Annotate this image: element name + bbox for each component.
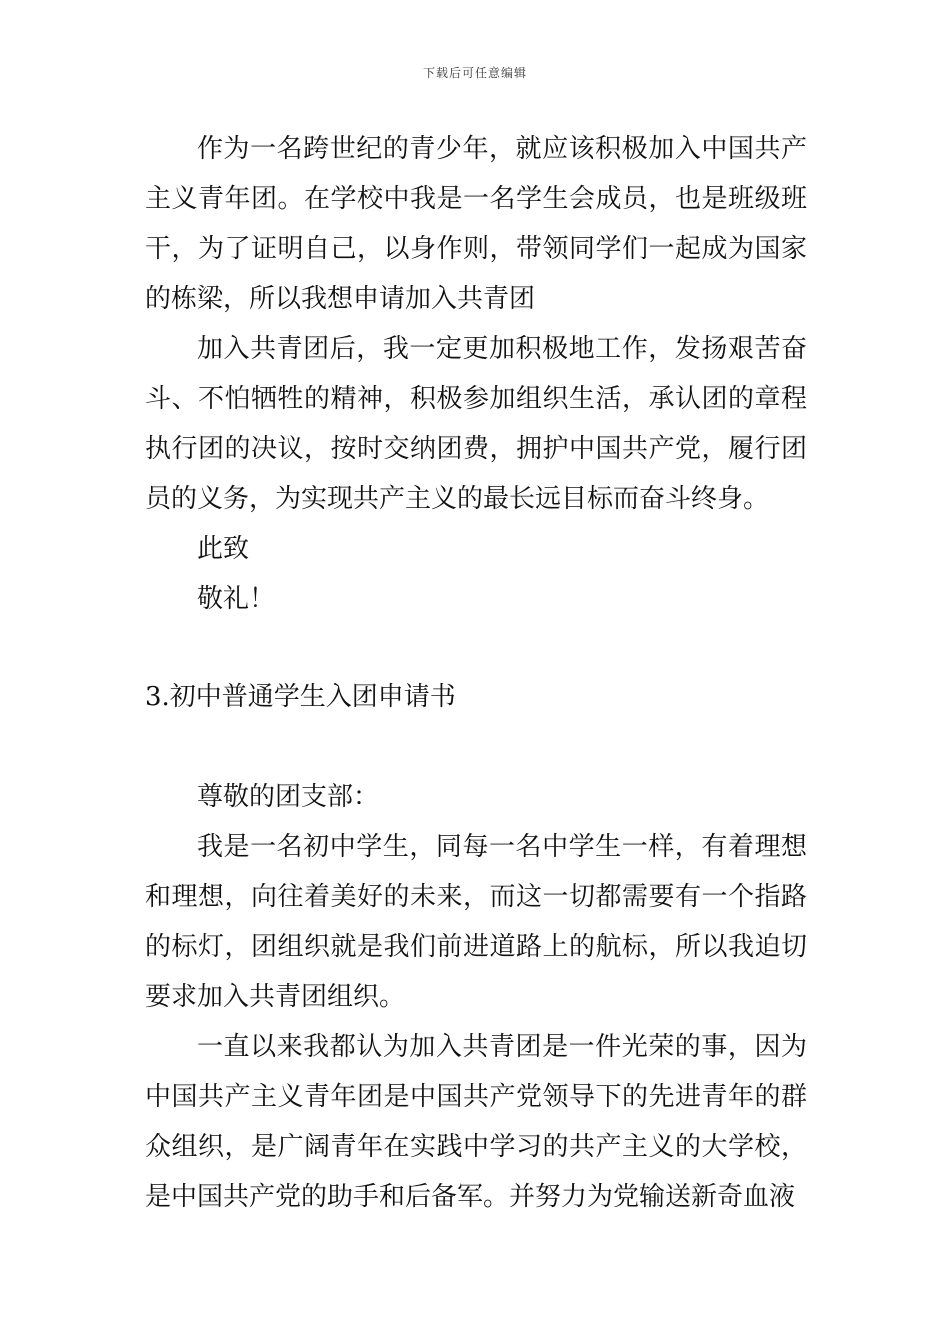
page-header-note: 下载后可任意编辑 [422, 66, 527, 80]
paragraph: 作为一名跨世纪的青少年，就应该积极加入中国共产主义青年团。在学校中我是一名学生会成员，也是班级班干，为了证明自己，以身作则，带领同学们一起成为国家的栋梁，所以我想申请加入共青团 [145, 134, 807, 314]
document-body [145, 124, 807, 1222]
salutation: 尊敬的团支部： [197, 782, 380, 812]
paragraph: 一直以来我都认为加入共青团是一件光荣的事，因为中国共产主义青年团是中国共产党领导下的先进青年的群众组织，是广阔青年在实践中学习的共产主义的大学校，是中国共产党的助手和后备军。并努力为党输送新奇血液 [145, 1032, 807, 1212]
paragraph: 加入共青团后，我一定更加积极地工作，发扬艰苦奋斗、不怕牺牲的精神，积极参加组织生活，承认团的章程执行团的决议，按时交纳团费，拥护中国共产党，履行团员的义务，为实现共产主义的最长远目标而奋斗终身。 [145, 334, 807, 514]
closing-line: 敬礼！ [197, 584, 276, 614]
closing-line: 此致 [197, 534, 250, 564]
section-title: 3.初中普通学生入团申请书 [145, 682, 456, 712]
paragraph: 我是一名初中学生，同每一名中学生一样，有着理想和理想，向往着美好的未来，而这一切都需要有一个指路的标灯，团组织就是我们前进道路上的航标，所以我迫切要求加入共青团组织。 [145, 832, 807, 1012]
